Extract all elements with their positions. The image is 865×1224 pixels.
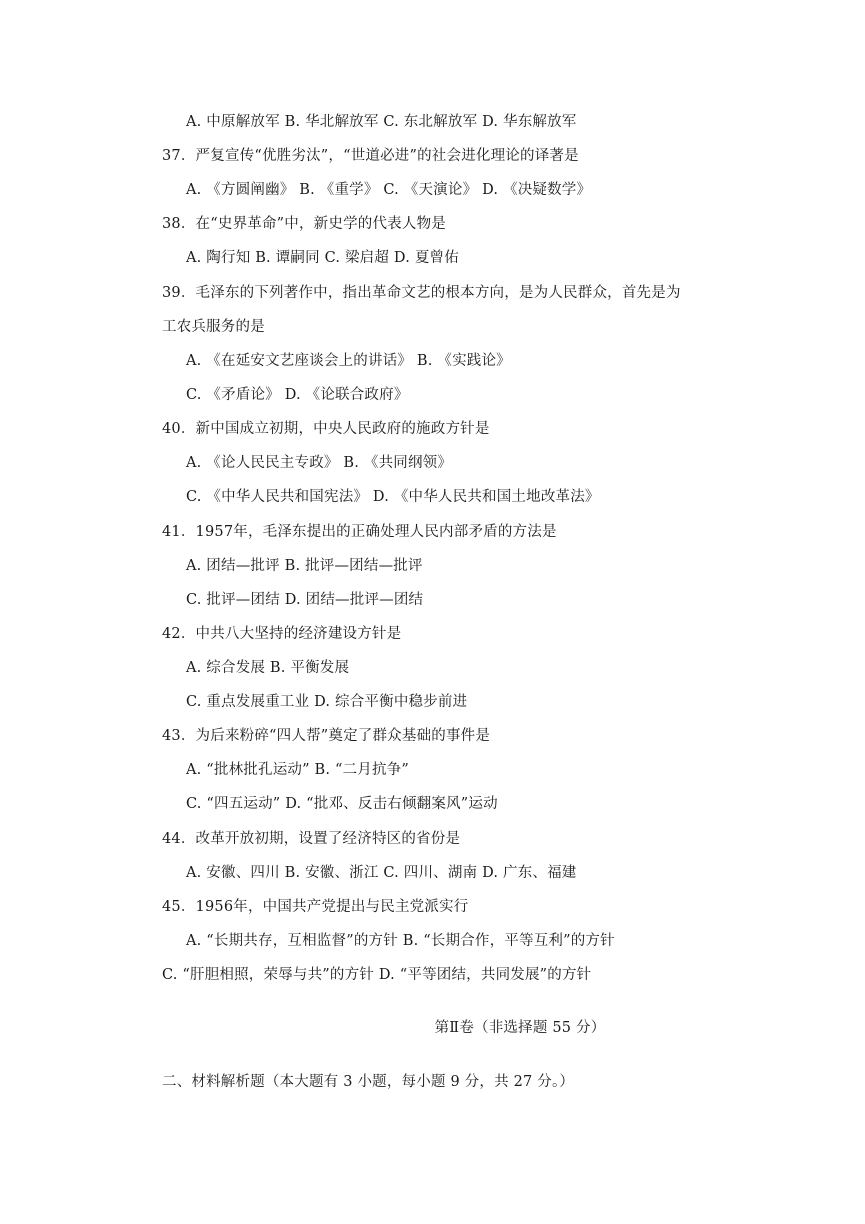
q39-options-cd: C. 《矛盾论》 D. 《论联合政府》 bbox=[186, 387, 409, 403]
question-37: 37．严复宣传“优胜劣汰”，“世道必进”的社会进化理论的译著是 bbox=[162, 148, 579, 164]
question-40: 40．新中国成立初期，中央人民政府的施政方针是 bbox=[162, 421, 490, 437]
q45-options-cd: C. “肝胆相照，荣辱与共”的方针 D. “平等团结，共同发展”的方针 bbox=[162, 967, 592, 983]
q42-options-ab: A. 综合发展 B. 平衡发展 bbox=[186, 660, 350, 676]
q41-options-ab: A. 团结—批评 B. 批评—团结—批评 bbox=[186, 558, 423, 574]
question-42: 42．中共八大坚持的经济建设方针是 bbox=[162, 626, 402, 642]
section-heading: 第Ⅱ卷（非选择题 55 分） bbox=[434, 1020, 606, 1036]
q45-options-ab: A. “长期共存，互相监督”的方针 B. “长期合作，平等互利”的方针 bbox=[186, 933, 615, 949]
question-39: 39．毛泽东的下列著作中，指出革命文艺的根本方向，是为人民群众，首先是为 bbox=[162, 285, 681, 301]
q44-options: A. 安徽、四川 B. 安徽、浙江 C. 四川、湖南 D. 广东、福建 bbox=[186, 865, 577, 881]
q36-options: A. 中原解放军 B. 华北解放军 C. 东北解放军 D. 华东解放军 bbox=[186, 114, 577, 130]
q41-options-cd: C. 批评—团结 D. 团结—批评—团结 bbox=[186, 592, 424, 608]
q43-options-cd: C. “四五运动” D. “批邓、反击右倾翻案风”运动 bbox=[186, 796, 498, 812]
question-38: 38．在“史界革命”中，新史学的代表人物是 bbox=[162, 216, 446, 232]
q38-options: A. 陶行知 B. 谭嗣同 C. 梁启超 D. 夏曾佑 bbox=[186, 250, 459, 266]
q39-options-ab: A. 《在延安文艺座谈会上的讲话》 B. 《实践论》 bbox=[186, 353, 511, 369]
q40-options-ab: A. 《论人民民主专政》 B. 《共同纲领》 bbox=[186, 455, 453, 471]
question-41: 41．1957年，毛泽东提出的正确处理人民内部矛盾的方法是 bbox=[162, 524, 557, 540]
question-43: 43．为后来粉碎“四人帮”奠定了群众基础的事件是 bbox=[162, 728, 491, 744]
question-45: 45．1956年，中国共产党提出与民主党派实行 bbox=[162, 899, 469, 915]
question-39-cont: 工农兵服务的是 bbox=[162, 319, 265, 335]
q42-options-cd: C. 重点发展重工业 D. 综合平衡中稳步前进 bbox=[186, 694, 468, 710]
q40-options-cd: C. 《中华人民共和国宪法》 D. 《中华人民共和国土地改革法》 bbox=[186, 489, 600, 505]
question-44: 44．改革开放初期，设置了经济特区的省份是 bbox=[162, 831, 461, 847]
section-instructions: 二、材料解析题（本大题有 3 小题，每小题 9 分，共 27 分。） bbox=[162, 1074, 575, 1090]
q37-options: A. 《方圆阐幽》 B. 《重学》 C. 《天演论》 D. 《决疑数学》 bbox=[186, 182, 592, 198]
q43-options-ab: A. “批林批孔运动” B. “二月抗争” bbox=[186, 762, 410, 778]
